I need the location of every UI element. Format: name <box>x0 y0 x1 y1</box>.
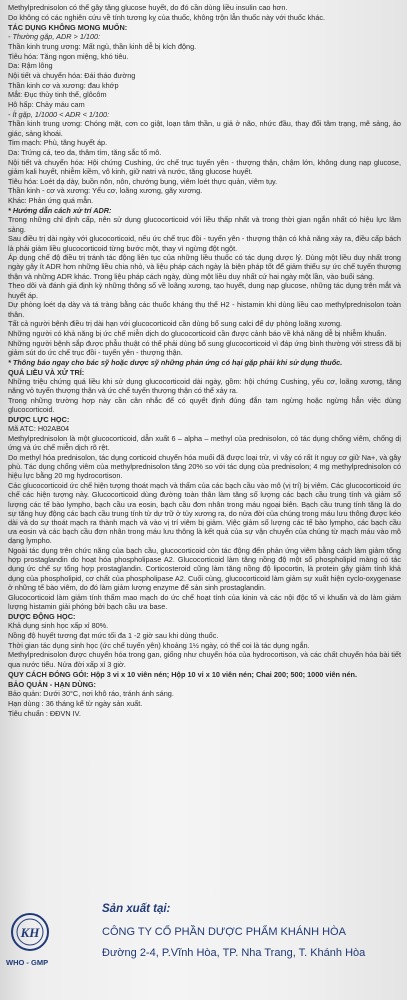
note-line: - Thường gặp, ADR > 1/100: <box>8 32 101 42</box>
section-heading: TÁC DỤNG KHÔNG MONG MUỐN: <box>8 22 128 32</box>
paragraph: Áp dụng chế độ điều trị tránh tác động liên tục của những liều thuốc có tác dụng dược lý. Dùng một liều duy nhất trong ngày gây ít ADR hơn những liều chia nhỏ, và liệu pháp cách ngày là biện pháp tốt để giảm thiểu sự ức chế tuyến thượng thận và những ADR khác. Trong liệu pháp cách ngày, dùng một liều duy nhất cứ hai ngày một lần, vào buổi sáng. <box>8 253 401 281</box>
paragraph: Hô hấp: Chảy máu cam <box>8 100 85 110</box>
paragraph: Da: Rậm lông <box>8 61 53 71</box>
paragraph: Mắt: Đục thủy tinh thể, glôcôm <box>8 90 107 100</box>
paragraph: Methylprednisolon được chuyển hóa trong gan, giống như chuyển hóa của hydrocortison, và các chất chuyển hóa bài tiết qua nước tiểu. Nửa đời xấp xỉ 3 giờ. <box>8 650 401 669</box>
paragraph: Tất cả người bệnh điều trị dài hạn với glucocorticoid cần dùng bổ sung calci để dự phòng loãng xương. <box>8 319 343 329</box>
svg-text:KH: KH <box>20 925 40 940</box>
company-name: CÔNG TY CỔ PHẦN DƯỢC PHẨM KHÁNH HÒA <box>102 926 346 938</box>
paragraph: Glucocorticoid làm giảm tính thấm mao mạch do ức chế hoạt tính của kinin và các nội độc tố vi khuẩn và do làm giảm lượng histamin giải phóng bởi bạch cầu ưa base. <box>8 592 401 611</box>
company-logo-icon <box>10 912 50 952</box>
paragraph: Những người có khả năng bị ức chế miễn dịch do glucocorticoid cần được cảnh báo về khả năng dễ bị nhiễm khuẩn. <box>8 328 387 338</box>
paragraph: Da: Trứng cá, teo da, thâm tím, tăng sắc tố mô. <box>8 148 162 158</box>
section-heading: BẢO QUẢN - HẠN DÙNG: <box>8 679 96 689</box>
paragraph: Thần kinh trung ương: Chóng mặt, cơn co giật, loạn tâm thần, u giả ở não, nhức đầu, thay đổi tâm trạng, mê sảng, ảo giác, sảng khoái. <box>8 119 401 138</box>
company-address: Đường 2-4, P.Vĩnh Hòa, TP. Nha Trang, T. Khánh Hòa <box>102 947 366 959</box>
paragraph: Trong những chỉ định cấp, nên sử dụng glucocorticoid với liều thấp nhất và trong thời gian ngắn nhất có hiệu lực lâm sàng. <box>8 215 401 234</box>
paragraph: Khác: Phản ứng quá mẫn. <box>8 196 94 206</box>
paragraph: Tim mạch: Phù, tăng huyết áp. <box>8 138 108 148</box>
paragraph: Hạn dùng : 36 tháng kể từ ngày sản xuất. <box>8 698 143 708</box>
paragraph: Sau điều trị dài ngày với glucocorticoid, nếu ức chế trục đồi - tuyến yên - thượng thận có khả năng xảy ra, điều cấp bách là phải giảm liều glucocorticoid từng bước một, thay vì ngừng đột ngột. <box>8 234 401 253</box>
certification-label: WHO - GMP <box>6 958 49 967</box>
paragraph: Tiêu hóa: Loét dạ dày, buồn nôn, nôn, chướng bụng, viêm loét thực quản, viêm tụy. <box>8 176 278 186</box>
paragraph: Thần kinh - cơ và xương: Yếu cơ, loãng xương, gãy xương. <box>8 186 203 196</box>
manufacturer-footer <box>0 898 407 1000</box>
note-line: * Hướng dẫn cách xử trí ADR: <box>8 205 112 215</box>
paragraph: Trong những trường hợp này cần cân nhắc để có quyết định đúng đắn tạm ngừng hoặc ngừng hẳn việc dùng glucocorticoid. <box>8 395 401 415</box>
section-heading: DƯỢC ĐỘNG HỌC: <box>8 612 76 621</box>
paragraph: Do không có các nghiên cứu về tính tương kỵ của thuốc, không trộn lẫn thuốc này với thuốc khác. <box>8 12 326 22</box>
section-heading: QUÁ LIỀU VÀ XỬ TRÍ: <box>8 367 85 377</box>
paragraph: Tiêu hóa: Tăng ngon miệng, khó tiêu. <box>8 51 129 61</box>
paragraph: Nội tiết và chuyển hóa: Đái tháo đường <box>8 70 136 80</box>
paragraph: Methylprednisolon là một glucocorticoid, dẫn xuất 6 – alpha – methyl của prednisolon, có tác dụng chống viêm, chống dị ứng và ức chế miễn dịch rõ rệt. <box>8 434 401 453</box>
paragraph: Bảo quản: Dưới 30°C, nơi khô ráo, tránh ánh sáng. <box>8 689 174 699</box>
paragraph: Thần kinh cơ và xương: đau khớp <box>8 80 119 90</box>
section-heading: DƯỢC LỰC HỌC: <box>8 415 70 425</box>
manufactured-at-label: Sản xuất tại: <box>102 903 171 915</box>
paragraph: Nội tiết và chuyển hóa: Hội chứng Cushing, ức chế trục tuyến yên - thượng thận, chậm lớn, không dung nạp glucose, giảm kali huyết, nhiễm kiềm, vô kinh, giữ natri và nước, tăng glucose huyết. <box>8 157 401 176</box>
paragraph: Do methyl hóa prednisolon, tác dụng corticoid chuyển hóa muối đã được loại trừ, vì vậy có rất ít nguy cơ giữ Na+, và gây phù. Tác dụng chống viêm của methylprednisolon tăng 20% so với tác dụng của prednisolon; 4 mg methylprednisolon có hiệu lực bằng 20 mg hydrocortison. <box>8 453 401 481</box>
paragraph: Những người bệnh sắp được phẫu thuật có thể phải dùng bổ sung glucocorticoid vì đáp ứng bình thường với stress đã bị giảm sút do ức chế trục đồi - tuyến yên - thượng thận. <box>8 338 401 357</box>
paragraph: Theo dõi và đánh giá định kỳ những thông số về loãng xương, tạo huyết, dung nạp glucose, những tác dụng trên mắt và huyết áp. <box>8 281 401 300</box>
paragraph: Dự phòng loét dạ dày và tá tràng bằng các thuốc kháng thụ thể H2 - histamin khi dùng liều cao methylprednisolon toàn thân. <box>8 300 401 319</box>
paragraph: Mã ATC: H02AB04 <box>8 424 70 434</box>
paragraph: Các glucocorticoid ức chế hiện tượng thoát mạch và thấm của các bạch cầu vào mô (vị trí) bị viêm. Các glucocorticoid ức chế các hiện tượng này. Glucocorticoid dùng đường toàn thân làm tăng số lượng các bạch cầu trung tính và giảm số lượng các tế bào lympho, bạch cầu ưa eosin, bạch cầu đơn nhân trong máu ngoại biên. Bạch cầu trung tính tăng là do sự tăng huy động các bạch cầu trung tính từ dự trữ ở tủy xương ra, do nửa đời của chúng trong máu lưu thông được kéo dài và do sự thoát mạch ra thành mạch và vào vị trí viêm bị giảm. Việc giảm số lượng các tế bào lympho, các bạch cầu ưa eosin và các bạch cầu đơn nhân trong máu lưu thông là kết quả của sự vận chuyển của chúng từ mạch máu vào mô dạng lympho. <box>8 481 401 546</box>
paragraph: Khả dụng sinh học xấp xỉ 80%. <box>8 621 109 631</box>
paragraph: Thời gian tác dụng sinh học (ức chế tuyến yên) khoảng 1½ ngày, có thể coi là tác dụng ngắn. <box>8 640 310 650</box>
section-heading: QUY CÁCH ĐÓNG GÓI: Hộp 3 vỉ x 10 viên nén; Hộp 10 vỉ x 10 viên nén; Chai 200; 500; 1000 viên nén. <box>8 669 358 679</box>
paragraph: Nồng độ huyết tương đạt mức tối đa 1 -2 giờ sau khi dùng thuốc. <box>8 630 219 640</box>
paragraph: Thần kinh trung ương: Mất ngủ, thần kinh dễ bị kích động. <box>8 41 197 51</box>
leaflet-body <box>8 3 401 718</box>
paragraph: Ngoài tác dụng trên chức năng của bạch cầu, glucocorticoid còn tác động đến phản ứng viêm bằng cách làm giảm tổng hợp prostaglandin do hoạt hóa phospholipase A2. Glucocorticoid làm tăng nồng độ một số phospholipid màng có tác dụng ức chế sự tổng hợp prostaglandin. Corticosteroid cũng làm tăng nồng độ lipocortin, là protein gây giảm tính khả dụng của phospholipid, cơ chất của phospholipase A2. Cuối cùng, glucocorticoid làm giảm sự xuất hiện cyclo-oxygenase ở những tế bào viêm, do đó làm giảm lượng enzyme để sản sinh prostaglandin. <box>8 546 401 592</box>
paragraph: Những triệu chứng quá liều khi sử dụng glucocorticoid dài ngày, gồm: hội chứng Cushing, yếu cơ, loãng xương, tăng năng vỏ tuyến thượng thận và ức chế tuyến thượng thận có thể xảy ra. <box>8 376 401 396</box>
note-line: - Ít gặp, 1/1000 < ADR < 1/100: <box>8 109 110 119</box>
paragraph: Methylprednisolon có thể gây tăng glucose huyết, do đó cần dùng liều insulin cao hơn. <box>8 3 288 12</box>
note-line: * Thông báo ngay cho bác sỹ hoặc dược sỹ những phản ứng có hại gặp phải khi sử dụng thuốc. <box>8 357 343 367</box>
paragraph: Tiêu chuẩn : ĐĐVN IV. <box>8 708 81 718</box>
